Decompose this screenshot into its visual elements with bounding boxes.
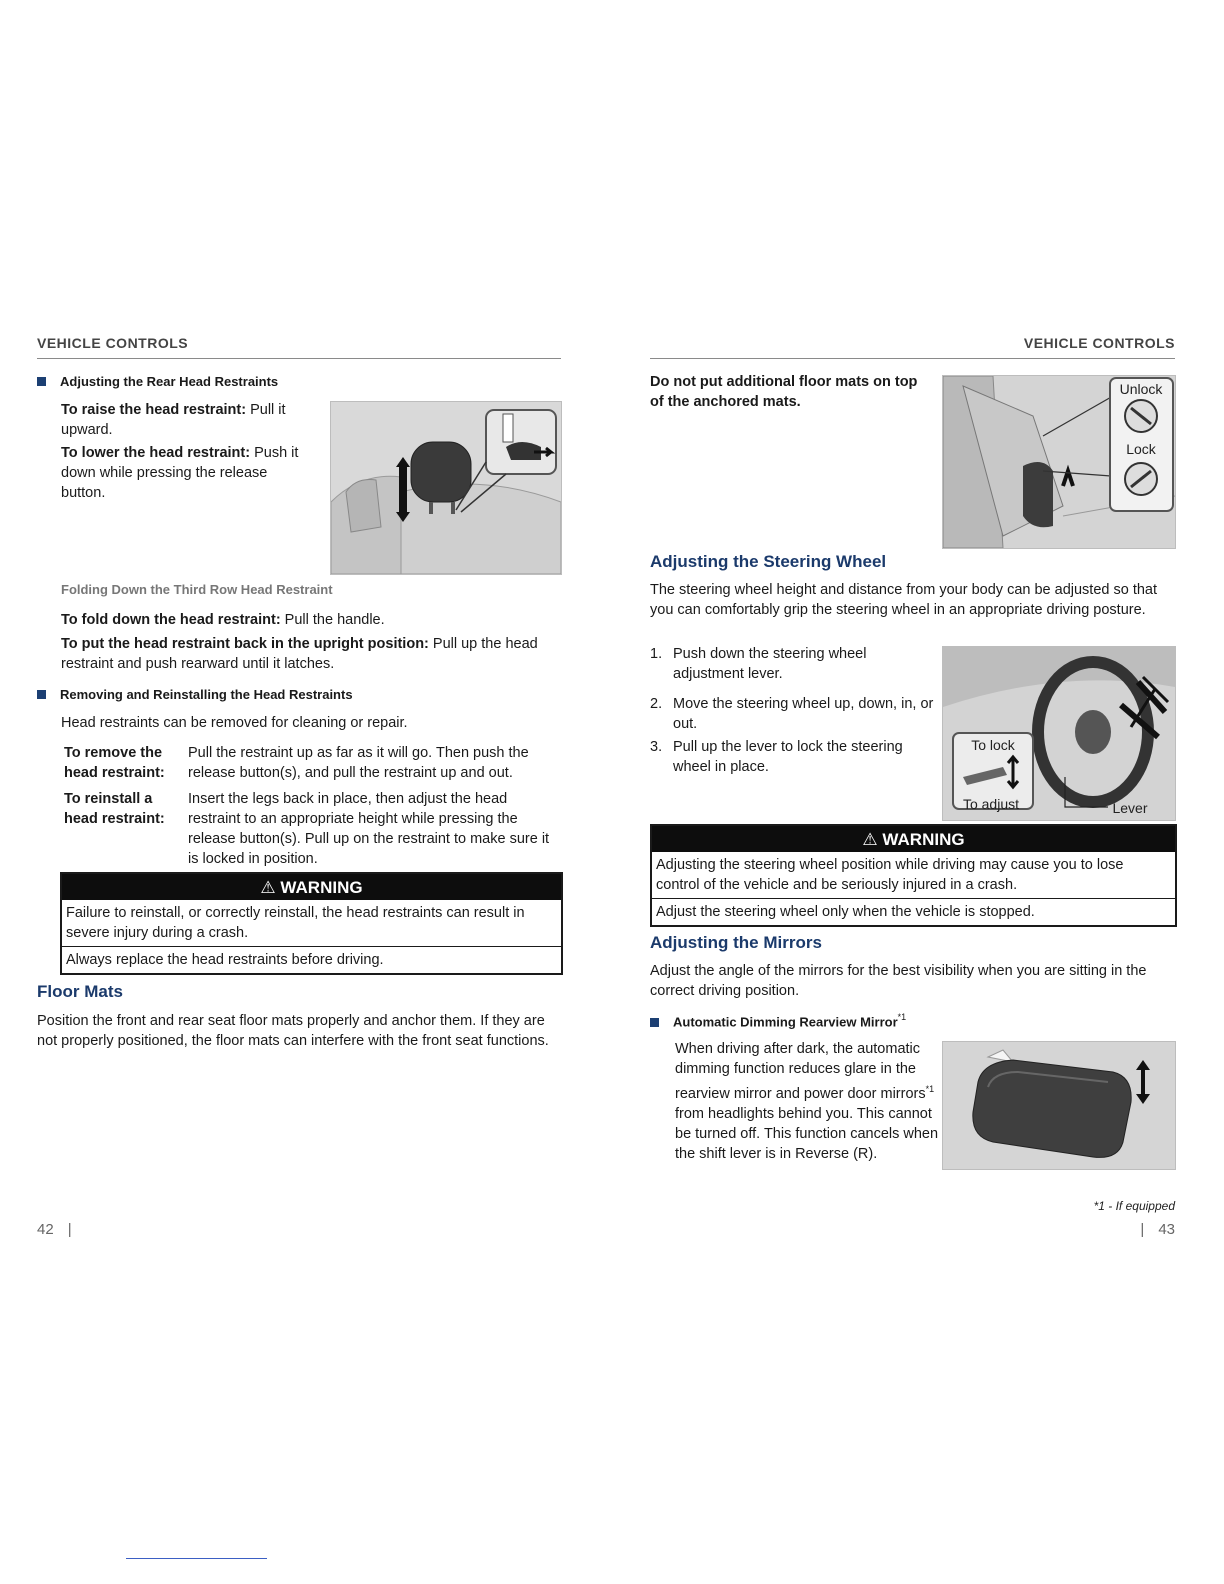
rearview-mirror-illustration (942, 1041, 1176, 1170)
right-header-rule (650, 358, 1175, 359)
warning-header: ⚠ WARNING (652, 826, 1175, 852)
reinstall-text: Insert the legs back in place, then adjust the head restraint to an appropriate height while pressing the release button(s). Pull up on the restraint to make sure it is locked in position. (188, 791, 550, 867)
lower-instruction: To lower the head restraint: Push it down while pressing the release button. (61, 445, 299, 501)
warning-triangle-icon: ⚠ (260, 878, 276, 897)
steering-step-2: 2. Move the steering wheel up, down, in, or out. (650, 696, 934, 732)
left-header-rule (37, 358, 561, 359)
warning-line-2: Always replace the head restraints before driving. (66, 952, 384, 968)
to-adjust-label: To adjust (962, 796, 1020, 812)
steering-intro: The steering wheel height and distance from your body can be adjusted so that you can comfortably grip the steering wheel in an appropriate driving posture. (650, 582, 1158, 618)
fold-instruction: To fold down the head restraint: Pull the handle. (61, 612, 385, 628)
reinstall-label: To reinstall a head restraint: (64, 791, 165, 827)
table-row (64, 743, 558, 789)
square-bullet-icon (37, 690, 46, 699)
removing-subheading: Removing and Reinstalling the Head Restraints (37, 686, 353, 704)
footnote: *1 - If equipped (1093, 1199, 1175, 1213)
head-restraint-illustration (330, 401, 562, 575)
rear-head-subheading: Adjusting the Rear Head Restraints (37, 373, 278, 391)
square-bullet-icon (650, 1018, 659, 1027)
floor-mat-anchor-illustration (942, 375, 1176, 549)
warning-line-2: Adjust the steering wheel only when the vehicle is stopped. (656, 904, 1035, 920)
warning-line-1: Adjusting the steering wheel position while driving may cause you to lose control of the vehicle and be seriously injured in a crash. (656, 857, 1124, 893)
mats-note: Do not put additional floor mats on top of the anchored mats. (650, 374, 918, 410)
table-row (64, 789, 558, 869)
remove-text: Pull the restraint up as far as it will go. Then push the release button(s), and pull the restraint up and out. (188, 745, 529, 781)
raise-instruction: To raise the head restraint: Pull it upward. (61, 402, 286, 438)
steering-step-1: 1. Push down the steering wheel adjustment lever. (650, 646, 867, 682)
right-page-number: | 43 (1140, 1221, 1175, 1238)
bottom-link-underline (126, 1558, 267, 1559)
warning-triangle-icon: ⚠ (862, 830, 878, 849)
left-warning-box (60, 872, 563, 975)
floor-mats-heading: Floor Mats (37, 982, 123, 1001)
warning-header: ⚠ WARNING (62, 874, 561, 900)
lock-label: Lock (1126, 441, 1156, 457)
steering-wheel-illustration (942, 646, 1176, 821)
steering-heading: Adjusting the Steering Wheel (650, 552, 887, 571)
left-section-header: VEHICLE CONTROLS (37, 335, 189, 351)
mirrors-intro: Adjust the angle of the mirrors for the best visibility when you are sitting in the correct driving position. (650, 963, 1147, 999)
upright-instruction: To put the head restraint back in the upright position: Pull up the head restraint and push rearward until it latches. (61, 636, 538, 672)
mirrors-heading: Adjusting the Mirrors (650, 933, 822, 952)
right-section-header: VEHICLE CONTROLS (1023, 335, 1175, 351)
unlock-label: Unlock (1119, 381, 1163, 397)
right-warning-box (650, 824, 1177, 927)
removing-intro: Head restraints can be removed for cleaning or repair. (61, 715, 408, 731)
lever-label: Lever (1112, 800, 1148, 816)
square-bullet-icon (37, 377, 46, 386)
warning-line-1: Failure to reinstall, or correctly reinstall, the head restraints can result in severe injury during a crash. (66, 905, 525, 941)
remove-label: To remove the head restraint: (64, 745, 165, 781)
third-row-subheading: Folding Down the Third Row Head Restraint (61, 582, 333, 597)
dimming-mirror-text: When driving after dark, the automatic dimming function reduces glare in the rearview mirror and power door mirrors$^{*1}$ from headlights behind you. This cannot be turned off. This function cancels when the shift lever is in Reverse (R). (675, 1041, 939, 1162)
to-lock-label: To lock (971, 737, 1015, 753)
steering-step-3: 3. Pull up the lever to lock the steering wheel in place. (650, 739, 903, 775)
removal-table (64, 743, 558, 869)
left-page-number: 42 | (37, 1221, 72, 1238)
dimming-mirror-subheading: Automatic Dimming Rearview Mirror$^{*1}$ (650, 1012, 906, 1031)
floor-mats-text: Position the front and rear seat floor mats properly and anchor them. If they are not properly positioned, the floor mats can interfere with the front seat functions. (37, 1013, 549, 1049)
